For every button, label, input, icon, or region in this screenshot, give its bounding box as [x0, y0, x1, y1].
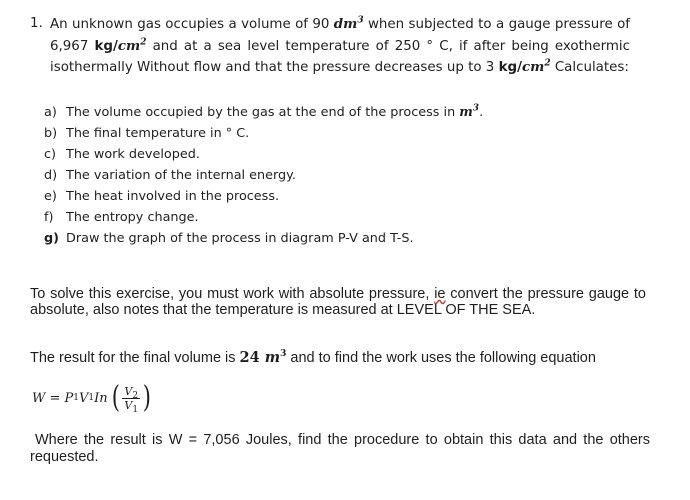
problem-line1-b: when subjected to a gauge pressure of: [363, 17, 631, 32]
result-paragraph: [30, 350, 660, 366]
final-text: Where the result is W = 7,056 Joules, find the procedure to obtain this data and the others requested.: [30, 432, 650, 465]
problem-number: 1.: [30, 16, 43, 31]
unit-cm-2: $cm^2$: [521, 58, 551, 75]
item-letter: c): [44, 147, 57, 162]
left-paren: (: [111, 380, 120, 415]
eq-lhs: W = P: [32, 390, 74, 406]
unit-dm: $dm^3$: [333, 15, 364, 32]
item-letter: e): [44, 189, 57, 204]
eq-ln: In: [94, 390, 108, 406]
item-letter: d): [44, 168, 58, 183]
final-paragraph: [30, 432, 650, 466]
hint-text-1: To solve this exercise, you must work with absolute pressure,: [30, 286, 435, 302]
item-text: The work developed.: [66, 147, 200, 162]
item-text: The volume occupied by the gas at the end of the process in $m^3$.: [66, 103, 484, 120]
item-letter: g): [44, 231, 60, 246]
item-text: The entropy change.: [66, 210, 199, 225]
unit-m3: $m^3$: [459, 103, 480, 120]
problem-statement: [30, 14, 630, 79]
problem-line2-b: and at a sea level temperature of 250 ° C, if after being exothermic: [146, 38, 630, 54]
eq-fraction: [122, 384, 140, 415]
eq-denominator: $V_1$: [124, 398, 139, 415]
hint-ie: ie: [434, 286, 446, 302]
item-text: Draw the graph of the process in diagram P-V and T-S.: [66, 231, 414, 246]
item-text: The final temperature in ° C.: [66, 126, 250, 141]
eq-numerator: $V_2$: [124, 384, 139, 401]
list-item: [44, 186, 483, 207]
problem-line3-b: Calculates:: [550, 60, 629, 75]
list-item: [44, 123, 483, 144]
result-text-1: The result for the final volume is: [30, 350, 240, 366]
unit-kg: kg/: [94, 38, 118, 54]
unit-kg-2: kg/: [498, 60, 522, 75]
list-item: [44, 165, 483, 186]
item-letter: a): [44, 105, 57, 120]
problem-line1-a: An unknown gas occupies a volume of 90: [50, 17, 334, 32]
list-item: [44, 207, 483, 228]
list-item: [44, 144, 483, 165]
result-text-2: and to find the work uses the following equation: [286, 350, 596, 366]
problem-line3-a: isothermally Without flow and that the pressure decreases up to 3: [50, 60, 499, 75]
question-list: [44, 102, 483, 249]
eq-v: V: [79, 390, 89, 406]
hint-text-2: convert the pressure gauge to absolute, also notes that the temperature is measured at LEVEL OF THE SEA.: [30, 286, 647, 318]
item-text: The variation of the internal energy.: [66, 168, 296, 183]
result-value: 24 $m^3$: [239, 349, 287, 366]
unit-cm: $cm^2$: [117, 37, 147, 54]
right-paren: ): [142, 380, 152, 415]
problem-line2-a: 6,967: [50, 38, 95, 54]
work-equation: W = P 1 V 1 In ( $\frac{V_2}{V_1}$ ): [32, 380, 152, 415]
item-letter: b): [44, 126, 58, 141]
list-item: [44, 228, 483, 249]
item-text: The heat involved in the process.: [66, 189, 280, 204]
list-item: [44, 102, 483, 123]
hint-paragraph: [30, 286, 646, 318]
item-letter: f): [44, 210, 54, 225]
problem-text: [50, 14, 630, 79]
